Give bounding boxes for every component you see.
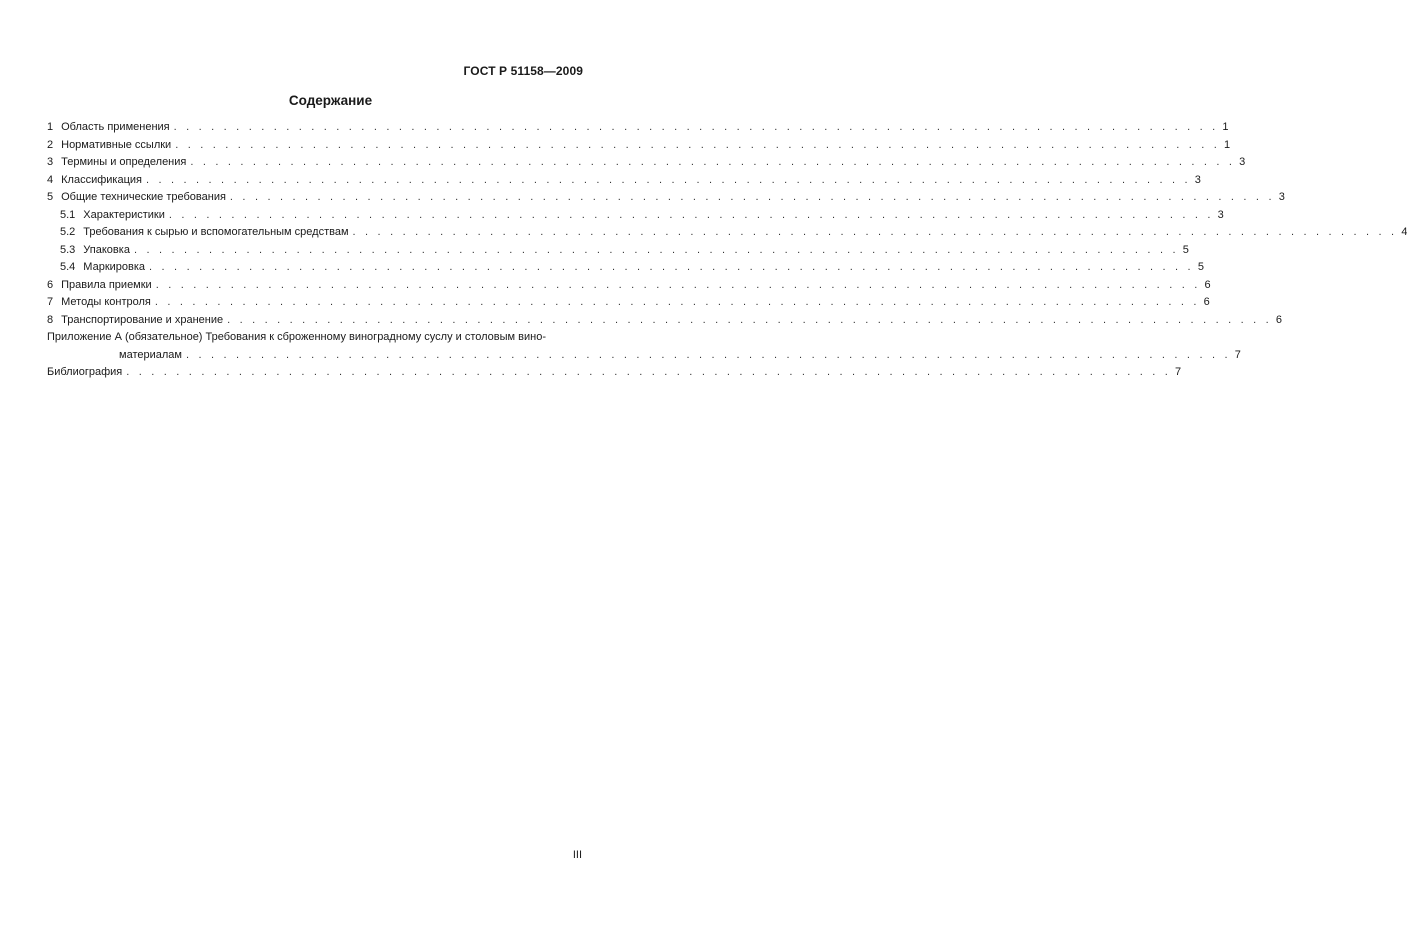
toc-leader-dots: . . . . . . . . . . . . . . . . . . . . . . . . . . . . . . . . . . . . . . . . . . . . . . . . . . . . . . . . . . . . . . . . . . . . . . . . . . . . . . . . . . . .: [133, 243, 1179, 256]
toc-item-label: Термины и определения: [61, 156, 187, 168]
toc-leader-dots: . . . . . . . . . . . . . . . . . . . . . . . . . . . . . . . . . . . . . . . . . . . . . . . . . . . . . . . . . . . . . . . . . . . . . . . . . . . . . . . . . . . .: [352, 226, 1398, 238]
page-title: Содержание: [288, 93, 373, 108]
toc-item-number: 5.2: [60, 226, 76, 238]
toc-item-page: 6: [1204, 278, 1211, 291]
toc-item-page: 3: [1217, 208, 1224, 221]
toc-item-label: Характеристики: [83, 208, 165, 221]
toc-item-bibliography[interactable]: [47, 364, 1182, 382]
page-number: III: [572, 849, 582, 861]
toc-item-number: 8: [47, 313, 54, 326]
toc-item-label: Упаковка: [83, 243, 130, 256]
toc-item-5-1[interactable]: [47, 207, 1224, 225]
toc-item-7[interactable]: [47, 294, 1210, 312]
standard-number: ГОСТ Р 51158—2009: [463, 64, 583, 78]
toc-leader-dots: . . . . . . . . . . . . . . . . . . . . . . . . . . . . . . . . . . . . . . . . . . . . . . . . . . . . . . . . . . . . . . . . . . . . . . . . . . . . . . . . . . . .: [155, 278, 1201, 291]
toc-item-number: 5.4: [60, 261, 76, 273]
toc-item-label: Библиография: [47, 366, 123, 378]
toc-item-2[interactable]: [47, 137, 1231, 155]
toc-item-4[interactable]: [47, 172, 1201, 190]
toc-annex-title-continued: материалам: [119, 348, 182, 361]
toc-item-label: Транспортирование и хранение: [61, 313, 224, 326]
toc-item-number: 4: [47, 173, 54, 186]
toc-leader-dots: . . . . . . . . . . . . . . . . . . . . . . . . . . . . . . . . . . . . . . . . . . . . . . . . . . . . . . . . . . . . . . . . . . . . . . . . . . . . . . . . . . . .: [175, 138, 1220, 151]
toc-leader-dots: . . . . . . . . . . . . . . . . . . . . . . . . . . . . . . . . . . . . . . . . . . . . . . . . . . . . . . . . . . . . . . . . . . . . . . . . . . . . . . . . . . . .: [229, 191, 1275, 203]
toc-item-number: 1: [47, 121, 54, 133]
toc-item-5[interactable]: [47, 189, 1285, 207]
toc-leader-dots: . . . . . . . . . . . . . . . . . . . . . . . . . . . . . . . . . . . . . . . . . . . . . . . . . . . . . . . . . . . . . . . . . . . . . . . . . . . . . . . . . . . .: [227, 313, 1272, 326]
toc-leader-dots: . . . . . . . . . . . . . . . . . . . . . . . . . . . . . . . . . . . . . . . . . . . . . . . . . . . . . . . . . . . . . . . . . . . . . . . . . . . . . . . . . . . .: [145, 173, 1191, 186]
toc-item-number: 2: [47, 138, 54, 151]
toc-item-3[interactable]: [47, 154, 1246, 172]
toc-item-number: 5.1: [60, 208, 76, 221]
toc-item-page: 6: [1275, 313, 1283, 326]
toc-item-number: 3: [47, 156, 54, 168]
toc-item-8[interactable]: [47, 312, 1283, 330]
toc-item-label: Правила приемки: [61, 278, 152, 291]
toc-item-5-3[interactable]: [47, 242, 1189, 260]
toc-item-page: 7: [1175, 366, 1182, 378]
toc-leader-dots: . . . . . . . . . . . . . . . . . . . . . . . . . . . . . . . . . . . . . . . . . . . . . . . . . . . . . . . . . . . . . . . . . . . . . . . . . . . . . . . . . . . .: [190, 156, 1236, 168]
toc-item-page: 7: [1234, 348, 1241, 361]
toc-leader-dots: . . . . . . . . . . . . . . . . . . . . . . . . . . . . . . . . . . . . . . . . . . . . . . . . . . . . . . . . . . . . . . . . . . . . . . . . . . . . . . . . . . . .: [126, 366, 1172, 378]
toc-item-annex[interactable]: [47, 329, 1241, 364]
toc-item-label: Классификация: [61, 173, 142, 186]
toc-item-number: 7: [47, 296, 54, 308]
toc-item-page: 3: [1239, 156, 1246, 168]
toc-item-5-4[interactable]: [47, 259, 1204, 277]
toc-leader-dots: . . . . . . . . . . . . . . . . . . . . . . . . . . . . . . . . . . . . . . . . . . . . . . . . . . . . . . . . . . . . . . . . . . . . . . . . . . . . . . . . . . . .: [185, 348, 1231, 361]
toc-item-6[interactable]: [47, 277, 1211, 295]
toc-item-label: Область применения: [61, 121, 170, 133]
toc-leader-dots: . . . . . . . . . . . . . . . . . . . . . . . . . . . . . . . . . . . . . . . . . . . . . . . . . . . . . . . . . . . . . . . . . . . . . . . . . . . . . . . . . . . .: [154, 296, 1200, 308]
toc-item-label: Нормативные ссылки: [61, 138, 172, 151]
toc-item-label: Требования к сырью и вспомогательным средствам: [83, 226, 349, 238]
toc-item-page: 3: [1278, 191, 1285, 203]
toc-item-page: 4: [1401, 226, 1407, 238]
toc-item-page: 3: [1194, 173, 1201, 186]
toc-item-label: Методы контроля: [61, 296, 151, 308]
toc-item-page: 5: [1182, 243, 1189, 256]
toc-leader-dots: . . . . . . . . . . . . . . . . . . . . . . . . . . . . . . . . . . . . . . . . . . . . . . . . . . . . . . . . . . . . . . . . . . . . . . . . . . . . . . . . . . . .: [173, 121, 1219, 133]
toc-item-page: 5: [1197, 261, 1204, 273]
toc-item-page: 1: [1222, 121, 1229, 133]
toc-item-number: 5: [47, 191, 54, 203]
toc-item-number: 5.3: [60, 243, 76, 256]
toc-item-label: Маркировка: [83, 261, 146, 273]
toc-item-5-2[interactable]: [47, 224, 1407, 242]
toc-item-label: Общие технические требования: [61, 191, 226, 203]
toc-leader-dots: . . . . . . . . . . . . . . . . . . . . . . . . . . . . . . . . . . . . . . . . . . . . . . . . . . . . . . . . . . . . . . . . . . . . . . . . . . . . . . . . . . . .: [149, 261, 1194, 273]
toc-item-page: 6: [1203, 296, 1210, 308]
toc-annex-continuation: [47, 347, 1241, 365]
toc-item-page: 1: [1224, 138, 1231, 151]
table-of-contents: [47, 119, 1407, 382]
toc-item-1[interactable]: [47, 119, 1229, 137]
toc-item-number: 6: [47, 278, 54, 291]
toc-leader-dots: . . . . . . . . . . . . . . . . . . . . . . . . . . . . . . . . . . . . . . . . . . . . . . . . . . . . . . . . . . . . . . . . . . . . . . . . . . . . . . . . . . . .: [168, 208, 1214, 221]
toc-annex-title: Приложение А (обязательное) Требования к сброженному виноградному суслу и столовым вино-: [47, 331, 546, 343]
